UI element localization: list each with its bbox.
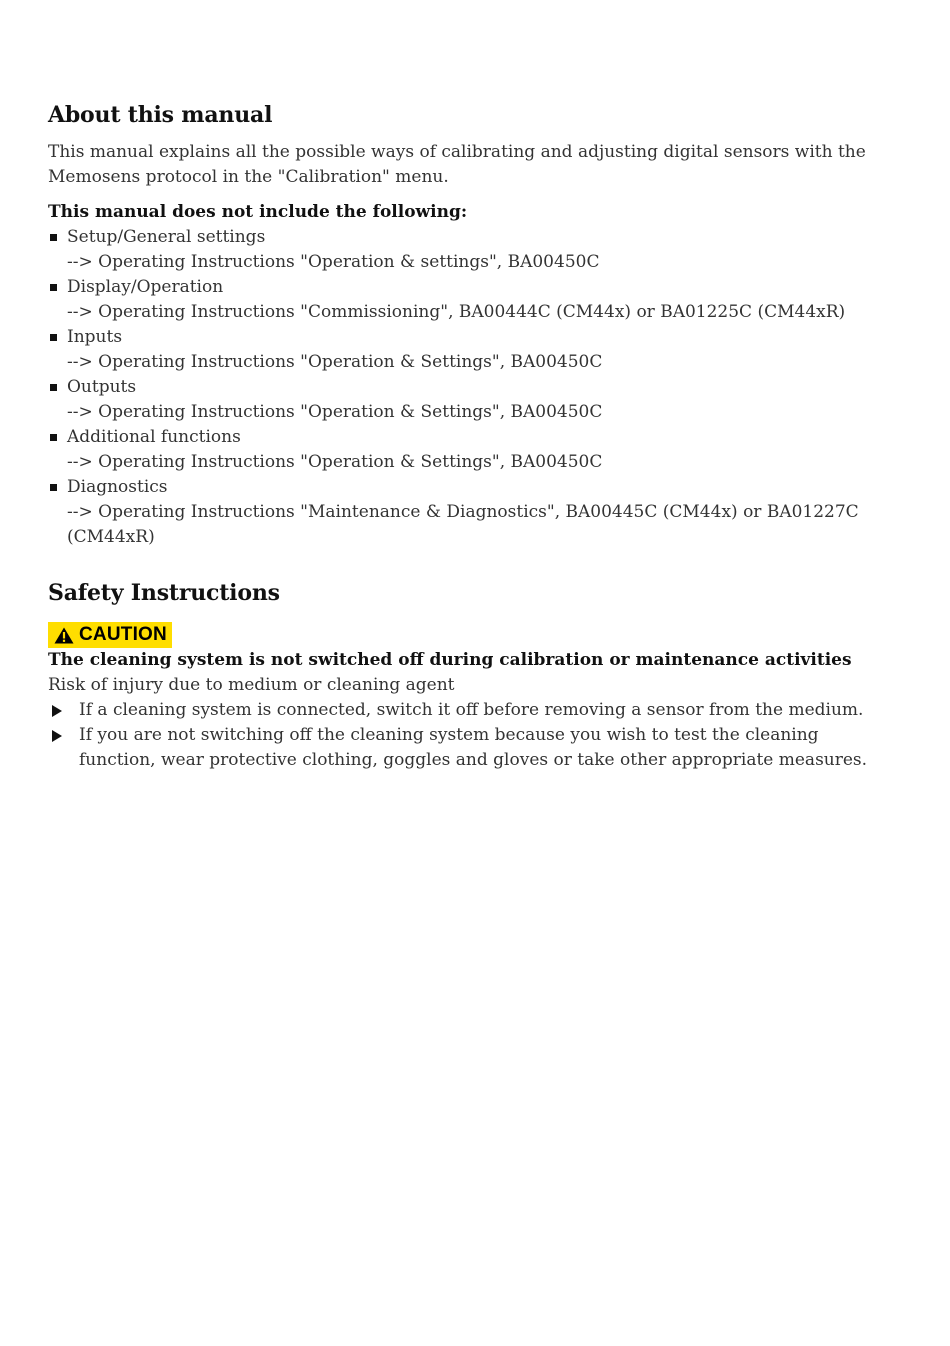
square-bullet-icon — [50, 384, 57, 391]
list-item — [48, 225, 868, 275]
list-item-reference: --> Operating Instructions "Operation & Settings", BA00450C — [67, 452, 603, 472]
warning-title: The cleaning system is not switched off during calibration or maintenance activities — [48, 650, 852, 670]
about-intro: This manual explains all the possible ways of calibrating and adjusting digital sensors with the Memosens protocol in the "Calibration" menu. — [48, 142, 866, 187]
warning-text: Risk of injury due to medium or cleaning agent — [48, 675, 455, 695]
list-item-label: Display/Operation — [67, 277, 224, 297]
square-bullet-icon — [50, 234, 57, 241]
document-page — [48, 100, 868, 773]
square-bullet-icon — [50, 484, 57, 491]
list-item — [48, 425, 868, 475]
square-bullet-icon — [50, 284, 57, 291]
action-item — [48, 723, 868, 773]
list-item-label: Diagnostics — [67, 477, 168, 497]
action-text: If you are not switching off the cleaning system because you wish to test the cleaning function, wear protective clothing, goggles and gloves or take other appropriate measures. — [79, 725, 868, 770]
list-item-reference: --> Operating Instructions "Operation & Settings", BA00450C — [67, 352, 603, 372]
exclusions-list — [48, 225, 868, 550]
list-item-label: Outputs — [67, 377, 137, 397]
action-item — [48, 698, 868, 723]
list-item-reference: --> Operating Instructions "Maintenance & Diagnostics", BA00445C (CM44x) or BA01227C (CM44xR) — [67, 502, 859, 547]
warning-triangle-icon — [54, 627, 74, 644]
caution-text: CAUTION — [79, 624, 167, 645]
action-list — [48, 698, 868, 773]
action-text: If a cleaning system is connected, switch it off before removing a sensor from the medium. — [79, 700, 864, 720]
list-item — [48, 475, 868, 550]
list-item — [48, 275, 868, 325]
list-item — [48, 325, 868, 375]
list-item-reference: --> Operating Instructions "Commissioning", BA00444C (CM44x) or BA01225C (CM44xR) — [67, 302, 846, 322]
list-item-reference: --> Operating Instructions "Operation & Settings", BA00450C — [67, 402, 603, 422]
list-item — [48, 375, 868, 425]
list-item-reference: --> Operating Instructions "Operation & settings", BA00450C — [67, 252, 600, 272]
safety-heading: Safety Instructions — [48, 580, 280, 606]
caution-label — [48, 622, 172, 648]
exclusions-heading: This manual does not include the following: — [48, 202, 468, 222]
square-bullet-icon — [50, 334, 57, 341]
about-heading: About this manual — [48, 102, 273, 128]
list-item-label: Setup/General settings — [67, 227, 266, 247]
square-bullet-icon — [50, 434, 57, 441]
safety-section — [48, 578, 868, 773]
list-item-label: Inputs — [67, 327, 123, 347]
arrow-right-icon — [52, 730, 62, 742]
arrow-right-icon — [52, 705, 62, 717]
list-item-label: Additional functions — [67, 427, 241, 447]
